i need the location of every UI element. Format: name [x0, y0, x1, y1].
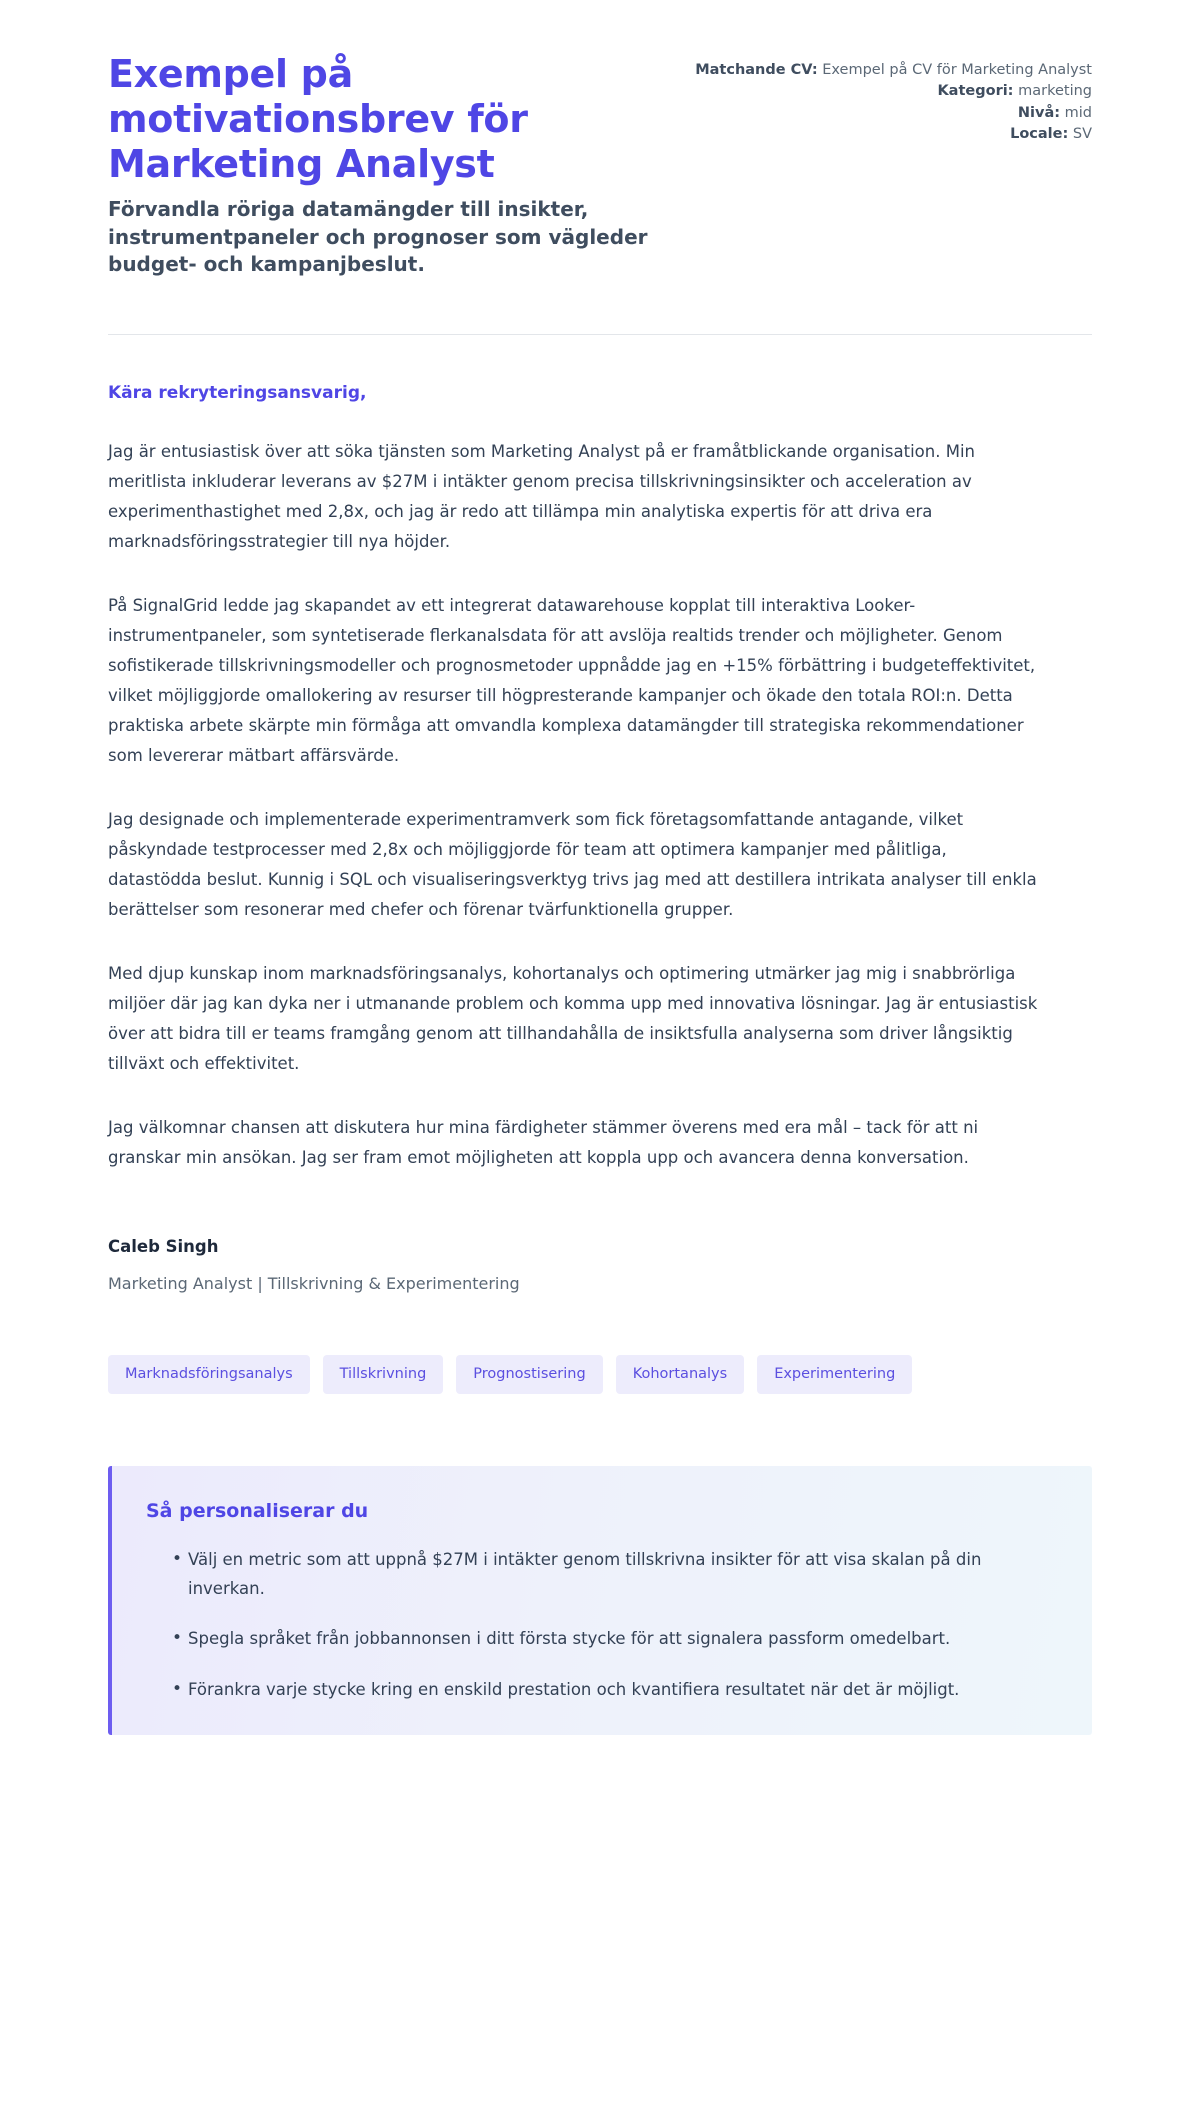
document-metadata [695, 52, 1092, 146]
callout-title: Så personaliserar du [146, 1499, 369, 1522]
letter-salutation: Kära rekryteringsansvarig, [108, 383, 367, 404]
callout-list-item: • Välj en metric som att uppnå $27M i intäkter genom tillskrivna insikter för att visa skalan på din inverkan. [172, 1546, 1052, 1603]
letter-paragraphs [108, 437, 1092, 1173]
meta-category [695, 81, 1092, 102]
personalisation-callout [108, 1466, 1092, 1735]
meta-matching-cv [695, 60, 1092, 81]
tag-pill[interactable]: Experimentering [757, 1355, 912, 1394]
header-text-group [108, 52, 655, 278]
meta-matching-cv-label: Matchande CV: [695, 62, 818, 78]
tag-list [108, 1355, 1092, 1394]
document-header [108, 52, 1092, 278]
signature-role: Marketing Analyst | Tillskrivning & Experimentering [108, 1274, 520, 1294]
callout-list [146, 1546, 1052, 1705]
page-subtitle: Förvandla röriga datamängder till insikter, instrumentpaneler och prognoser som vägleder budget- och kampanjbeslut. [108, 197, 648, 276]
meta-locale [695, 124, 1092, 145]
tag-pill[interactable]: Tillskrivning [323, 1355, 444, 1394]
meta-locale-value: SV [1072, 126, 1092, 143]
letter-paragraph: Med djup kunskap inom marknadsföringsanalys, kohortanalys och optimering utmärker jag mig i snabbrörliga miljöer där jag kan dyka ner i utmanande problem och komma upp med innovativa lösningar. Jag är entusiastisk över att bidra till er teams framgång genom att tillhandahålla de insiktsfulla analyserna som driver långsiktig tillväxt och effektivitet. [108, 964, 1038, 1074]
letter-paragraph: På SignalGrid ledde jag skapandet av ett integrerat datawarehouse kopplat till interaktiva Looker-instrumentpaneler, som syntetiserade flerkanalsdata för att avslöja realtids trender och möjligheter. Genom sofistikerade tillskrivningsmodeller och prognosmetoder uppnådde jag en +15% förbättring i budgeteffektivitet, vilket möjliggjorde omallokering av resurser till högpresterande kampanjer och ökade den totala ROI:n. Detta praktiska arbete skärpte min förmåga att omvandla komplexa datamängder till strategiska rekommendationer som levererar mätbart affärsvärde. [108, 596, 1036, 766]
meta-level-label: Nivå: [1017, 104, 1061, 121]
tag-pill[interactable]: Marknadsföringsanalys [108, 1355, 310, 1394]
letter-paragraph: Jag är entusiastisk över att söka tjänsten som Marketing Analyst på er framåtblickande organisation. Min meritlista inkluderar leverans av $27M i intäkter genom precisa tillskrivningsinsikter och acceleration av experimenthastighet med 2,8x, och jag är redo att tillämpa min analytiska expertis för att driva era marknadsföringsstrategier till nya höjder. [108, 442, 975, 552]
tag-pill[interactable]: Prognostisering [456, 1355, 602, 1394]
meta-category-label: Kategori: [937, 83, 1014, 100]
meta-matching-cv-value: Exempel på CV för Marketing Analyst [822, 62, 1092, 78]
tag-pill[interactable]: Kohortanalys [616, 1355, 745, 1394]
signature-block [108, 1237, 1092, 1293]
meta-level [695, 103, 1092, 124]
meta-category-value: marketing [1018, 83, 1092, 100]
meta-locale-label: Locale: [1010, 126, 1069, 143]
letter-paragraph: Jag designade och implementerade experimentramverk som fick företagsomfattande antagande, vilket påskyndade testprocesser med 2,8x och möjliggjorde för team att optimera kampanjer med pålitliga, datastödda beslut. Kunnig i SQL och visualiseringsverktyg trivs jag med att destillera intrikata analyser till enkla berättelser som resonerar med chefer och förenar tvärfunktionella grupper. [108, 810, 1037, 920]
callout-list-item: • Förankra varje stycke kring en enskild prestation och kvantifiera resultatet när det är möjligt. [172, 1676, 1052, 1705]
letter-paragraph: Jag välkomnar chansen att diskutera hur mina färdigheter stämmer överens med era mål – tack för att ni granskar min ansökan. Jag ser fram emot möjligheten att koppla upp och avancera denna konversation. [108, 1118, 979, 1168]
letter-body [108, 335, 1092, 1173]
signature-name: Caleb Singh [108, 1237, 219, 1257]
callout-list-item: • Spegla språket från jobbannonsen i ditt första stycke för att signalera passform omedelbart. [172, 1625, 1052, 1654]
page-title: Exempel på motivationsbrev för Marketing Analyst [108, 52, 528, 186]
meta-level-value: mid [1064, 104, 1092, 121]
